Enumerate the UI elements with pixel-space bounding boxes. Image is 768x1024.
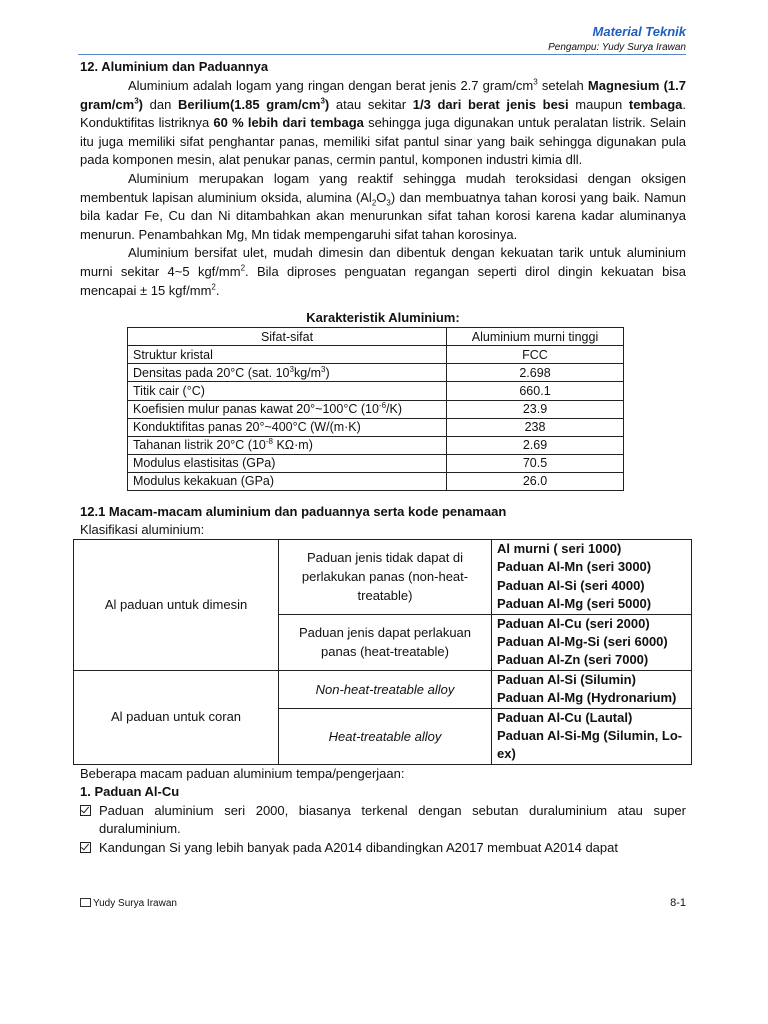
alloy-list-cell: [492, 614, 692, 670]
property-cell: Modulus kekakuan (GPa): [128, 472, 447, 490]
alloy-item: Paduan Al-Mg-Si (seri 6000): [497, 634, 668, 649]
type-cell: Paduan jenis tidak dapat di perlakukan panas (non-heat-treatable): [279, 539, 492, 614]
p1-text: setelah: [537, 78, 588, 93]
page-content: [80, 58, 686, 857]
paragraph-3: [80, 244, 686, 300]
group-cell: Al paduan untuk coran: [74, 670, 279, 764]
property-text: Tahanan listrik 20°C (10: [133, 438, 266, 453]
footer-author: [80, 897, 177, 909]
p1-text: sehingga juga digunakan untuk peralatan listrik. Selain itu juga memiliki sifat penghantar panas, memiliki sifat pantul sinar yang baik sehingga digunakan pula pada komponen mesin, alat penukar panas, cermin pantul, komponen industri kimia dll.: [80, 115, 686, 168]
superscript: 3: [289, 364, 294, 374]
table-row: [74, 670, 692, 708]
author-name: Yudy Surya Irawan: [93, 898, 177, 909]
alloy-item: Paduan Al-Si (Silumin): [497, 671, 636, 687]
p1-text: maupun: [568, 96, 629, 112]
table-row: [74, 539, 692, 614]
superscript: 3: [533, 77, 538, 87]
p1-text: . Konduktifitas listriknya: [80, 96, 687, 131]
subscript: 3: [386, 198, 391, 208]
alloy-list-cell: [492, 670, 692, 708]
bullet-text: Paduan aluminium seri 2000, biasanya terkenal dengan sebutan duraluminium atau super duraluminium.: [99, 802, 686, 837]
p2-text: ) dan membuatnya tahan korosi yang baik. Namun bila kadar Fe, Cu dan Ni ditambahkan akan menurunkan sifat tahan korosi karena kadar aluminanya menurun. Penambahkan Mg, Mn tidak mempengaruhi sifat tahan korosinya.: [80, 189, 686, 242]
p1-bold: 60 % lebih dari tembaga: [213, 115, 364, 131]
alloy-list-cell: [492, 708, 692, 764]
p2-text: O: [376, 189, 387, 205]
alloy-item: Paduan Al-Zn (seri 7000): [497, 652, 649, 668]
p3-text: Aluminium bersifat ulet, mudah dimesin dan dibentuk dengan kekuatan tarik untuk aluminium murni sekitar 4~5 kgf/mm: [80, 245, 686, 279]
property-cell: [128, 436, 447, 454]
alloy-item: Paduan Al-Cu (seri 2000): [497, 615, 650, 631]
value-cell: 26.0: [447, 472, 624, 490]
table-row: [128, 472, 624, 490]
alloy-list-cell: [492, 539, 692, 614]
column-header: Aluminium murni tinggi: [447, 328, 624, 346]
header-title: Material Teknik: [592, 24, 686, 39]
type-cell: Non-heat-treatable alloy: [279, 670, 492, 708]
p1-text: Aluminium adalah logam yang ringan dengan berat jenis 2.7 gram/cm: [128, 78, 534, 93]
alloy-item: Al murni ( seri 1000): [497, 540, 622, 556]
type-cell: Heat-treatable alloy: [279, 708, 492, 764]
alloy-item: Paduan Al-Cu (Lautal): [497, 709, 633, 725]
value-cell: 2.69: [447, 436, 624, 454]
superscript: -8: [265, 437, 273, 447]
page-number: 8-1: [670, 897, 686, 909]
value-cell: 2.698: [447, 364, 624, 382]
bullet-item: [80, 839, 686, 858]
characteristics-table: [127, 327, 624, 491]
property-text: /K): [386, 402, 403, 417]
property-text: kg/m: [293, 365, 322, 380]
p2-text: Aluminium merupakan logam yang reaktif sehingga mudah teroksidasi dengan oksigen membentuk lapisan aluminium oksida, alumina (Al: [80, 170, 686, 205]
classification-intro: Klasifikasi aluminium:: [80, 521, 205, 537]
alloy-item: Paduan Al-Mg (Hydronarium): [497, 690, 677, 706]
writing-icon: [80, 898, 91, 907]
property-text: KΩ·m): [272, 438, 313, 453]
p1-text: atau sekitar: [329, 96, 413, 112]
table-row: [128, 364, 624, 382]
header-rule: [78, 54, 686, 55]
alloy-item: Paduan Al-Mg (seri 5000): [497, 596, 652, 612]
superscript: 3: [320, 96, 325, 106]
table-row: [128, 418, 624, 436]
header-subtitle: Pengampu: Yudy Surya Irawan: [548, 42, 686, 53]
checkbox-icon: [80, 839, 99, 858]
alloy-item: Paduan Al-Mn (seri 3000): [497, 559, 652, 575]
checkbox-icon: [80, 802, 99, 839]
property-text: Densitas pada 20°C (sat. 10: [133, 365, 290, 380]
bullet-text: Kandungan Si yang lebih banyak pada A2014 dibandingkan A2017 membuat A2014 dapat: [99, 839, 618, 855]
p1-bold: Berilium(1.85 gram/cm: [177, 96, 321, 112]
superscript: -6: [378, 400, 387, 410]
paragraph-1: [80, 77, 686, 170]
p1-bold: tembaga: [628, 96, 683, 112]
classification-table: [73, 539, 692, 765]
p3-text: . Bila diproses penguatan regangan seperti dirol dingin kekuatan bisa mencapai ± 15 kgf/mm: [80, 263, 687, 298]
property-cell: [128, 364, 447, 382]
page-header: [548, 24, 686, 56]
subscript: 2: [371, 198, 377, 208]
property-cell: Struktur kristal: [128, 346, 447, 364]
type-cell: Paduan jenis dapat perlakuan panas (heat-treatable): [279, 614, 492, 670]
numbered-item: 1. Paduan Al-Cu: [80, 784, 180, 800]
property-cell: Modulus elastisitas (GPa): [128, 454, 447, 472]
property-text: ): [325, 365, 330, 380]
p1-bold: ): [138, 96, 143, 112]
table-caption: Karakteristik Aluminium:: [306, 310, 460, 326]
value-cell: 660.1: [447, 382, 624, 400]
superscript: 2: [211, 282, 216, 292]
alloy-item: Paduan Al-Si-Mg (Silumin, Lo-ex): [497, 728, 683, 762]
table-row: [128, 346, 624, 364]
p1-bold: 1/3 dari berat jenis besi: [412, 96, 569, 112]
property-text: Koefisien mulur panas kawat 20°~100°C (10: [133, 402, 379, 417]
value-cell: FCC: [447, 346, 624, 364]
table-header-row: [128, 328, 624, 346]
superscript: 2: [240, 263, 246, 273]
section-title: 12. Aluminium dan Paduannya: [80, 59, 269, 74]
p1-bold: Magnesium (1.7 gram/cm: [80, 78, 686, 112]
table-row: [128, 400, 624, 418]
tempa-intro: Beberapa macam paduan aluminium tempa/pengerjaan:: [80, 765, 405, 781]
alloy-item: Paduan Al-Si (seri 4000): [497, 577, 645, 593]
value-cell: 238: [447, 418, 624, 436]
superscript: 3: [134, 96, 139, 106]
value-cell: 70.5: [447, 454, 624, 472]
superscript: 3: [321, 364, 326, 374]
table-row: [128, 436, 624, 454]
p1-bold: ): [324, 96, 330, 112]
p1-text: dan: [143, 96, 178, 112]
property-cell: Konduktifitas panas 20°~400°C (W/(m·K): [128, 418, 447, 436]
bullet-item: [80, 802, 686, 839]
property-cell: Titik cair (°C): [128, 382, 447, 400]
subsection-title: 12.1 Macam-macam aluminium dan paduannya serta kode penamaan: [80, 503, 507, 519]
table-row: [128, 382, 624, 400]
property-cell: [128, 400, 447, 418]
group-cell: Al paduan untuk dimesin: [74, 539, 279, 670]
p3-text: .: [215, 282, 220, 298]
value-cell: 23.9: [447, 400, 624, 418]
column-header: Sifat-sifat: [128, 328, 447, 346]
paragraph-2: [80, 170, 686, 244]
table-row: [128, 454, 624, 472]
